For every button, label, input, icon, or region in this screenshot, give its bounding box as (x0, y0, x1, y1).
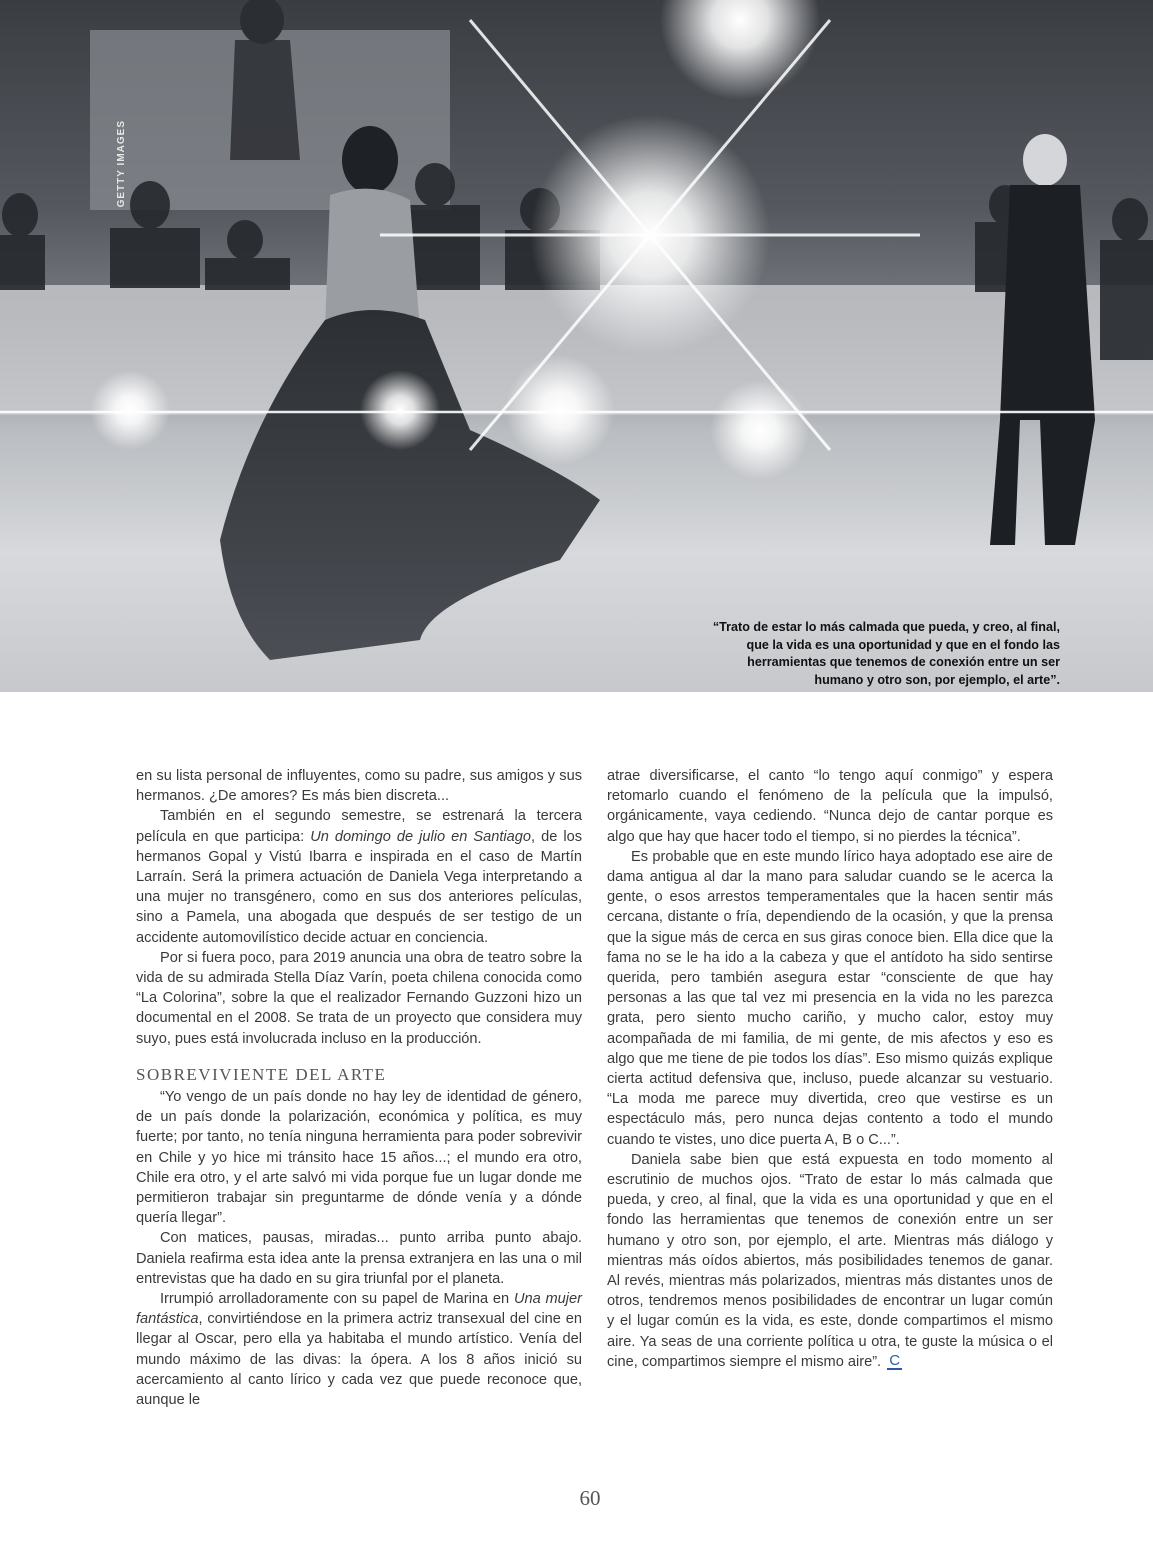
hero-photo (0, 0, 1153, 692)
article-column-right (607, 766, 1053, 1372)
paragraph: atrae diversificarse, el canto “lo tengo aquí conmigo” y espera retomarlo cuando el fenómeno de la película que la impulsó, orgánicamente, vaya cediendo. “Nunca dejo de cantar porque es algo que hay que hacer todo el tiempo, si no pierdes la técnica”. (607, 768, 1053, 845)
paragraph: Irrumpió arrolladoramente con su papel de Marina en Una mujer fantástica, convirtiéndose en la primera actriz transexual del cine en llegar al Oscar, pero ella ya habitaba el mundo artístico. Venía del mundo máximo de las divas: la ópera. A los 8 años inició su acercamiento al canto lírico y cada vez que puede reconoce que, aunque le (136, 1291, 582, 1409)
photo-credit: GETTY IMAGES (116, 120, 127, 208)
end-mark-icon: C (887, 1354, 902, 1370)
paragraph: en su lista personal de influyentes, como su padre, sus amigos y sus hermanos. ¿De amores? Es más bien discreta... (136, 768, 582, 805)
red-carpet-scene-illustration (0, 0, 1153, 692)
paragraph: Por si fuera poco, para 2019 anuncia una obra de teatro sobre la vida de su admirada Stella Díaz Varín, poeta chilena conocida como “La Colorina”, sobre la que el realizador Fernando Guzzoni hizo un documental en el 2008. Se trata de un proyecto que considera muy suyo, pues está involucrada incluso en la producción. (136, 949, 582, 1047)
paragraph: Con matices, pausas, miradas... punto arriba punto abajo. Daniela reafirma esta idea ante la prensa extranjera en las una o mil entrevistas que ha dado en su gira triunfal por el planeta. (136, 1230, 582, 1287)
photo-caption: “Trato de estar lo más calmada que pueda, y creo, al final, que la vida es una oportunidad y que en el fondo las herramientas que tenemos de conexión entre un ser humano y otro son, por ejemplo, el arte”. (712, 620, 1060, 687)
paragraph: Es probable que en este mundo lírico haya adoptado ese aire de dama antigua al dar la mano para saludar cuando se le acerca la gente, o esos arrestos temperamentales que la hacen sentir más cercana, distante o fría, dependiendo de la ocasión, y que la prensa que la sigue más de cerca en sus giras conoce bien. Ella dice que la fama no se le ha ido a la cabeza y que el antídoto ha sido sentirse querida, pero también asegura estar “consciente de que hay personas a las que tal vez mi presencia en la vida no les parezca grata, pero siento mucho cariño, y mucho calor, estoy muy acompañada de mi familia, de mi gente, de mis afectos y eso es algo que me tiene de pie todos los días”. Eso mismo quizás explique cierta actitud defensiva que, incluso, puede alcanzar su vestuario. “La moda me parece muy divertida, creo que vestirse es un espectáculo más, pero nunca dejas contento a todo el mundo cuando te vistes, uno dice puerta A, B o C...”. (607, 848, 1053, 1148)
paragraph: Daniela sabe bien que está expuesta en todo momento al escrutinio de muchos ojos. “Trato de estar lo más calmada que pueda, y creo, al final, que la vida es una oportunidad y que en el fondo las herramientas que tenemos de conexión entre un ser humano y otro son, por ejemplo, el arte. Mientras más diálogo y mientras más oídos abiertos, más posibilidades tenemos de ganar. Al revés, mientras más polarizados, mientras más distantes unos de otros, tendremos menos posibilidades de encontrar un lugar común y el lugar común es la vida, es este, donde compartimos el mismo aire. Ya seas de una corriente política u otra, te guste la música o el cine, compartimos siempre el mismo aire”. C (607, 1151, 1053, 1370)
film-title: Un domingo de julio en Santiago (310, 828, 531, 845)
page-number: 60 (579, 1486, 601, 1510)
article-column-left (136, 766, 582, 1410)
section-subhead: SOBREVIVIENTE DEL ARTE (136, 1064, 387, 1084)
film-title: Una mujer fantástica (136, 1291, 582, 1328)
paragraph: También en el segundo semestre, se estrenará la tercera película en que participa: Un domingo de julio en Santiago, de los hermanos Gopal y Vistú Ibarra e inspirada en el caso de Martín Larraín. Será la primera actuación de Daniela Vega interpretando a una mujer no transgénero, como en sus dos anteriores películas, sino a Pamela, una abogada que después de ser testigo de un accidente automovilístico decide actuar en conciencia. (136, 808, 582, 946)
paragraph: “Yo vengo de un país donde no hay ley de identidad de género, de un país donde la polarización, económica y política, es muy fuerte; por tanto, no tenía ninguna herramienta para poder sobrevivir en Chile y yo hice mi tránsito hace 15 años...; el mundo era otro, Chile era otro, y el arte salvó mi vida porque fue un lugar donde me permitieron trabajar sin preguntarme de dónde venía y a dónde quería llegar”. (136, 1089, 582, 1227)
